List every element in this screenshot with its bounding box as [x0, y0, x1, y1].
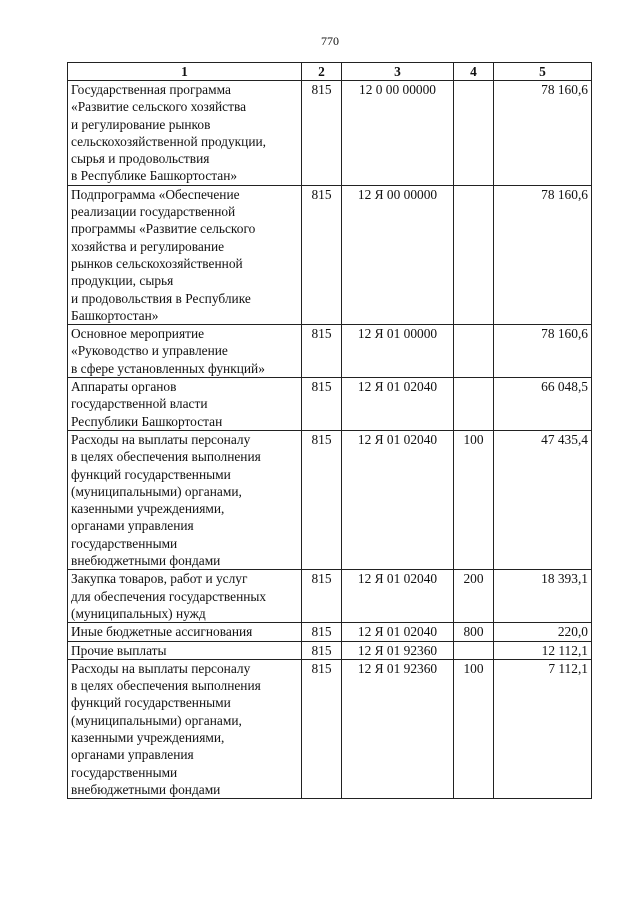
table-row — [68, 185, 592, 324]
row-expense-type: 800 — [454, 623, 494, 641]
row-amount: 78 160,6 — [494, 185, 592, 324]
header-col-4: 4 — [454, 63, 494, 81]
row-name: Иные бюджетные ассигнования — [68, 623, 302, 641]
row-amount: 47 435,4 — [494, 430, 592, 569]
row-target-code: 12 Я 01 02040 — [342, 623, 454, 641]
row-amount: 18 393,1 — [494, 570, 592, 623]
row-name: Закупка товаров, работ и услуг для обеспечения государственных (муниципальных) нужд — [68, 570, 302, 623]
table-row — [68, 325, 592, 378]
row-ministry-code: 815 — [302, 185, 342, 324]
row-expense-type — [454, 641, 494, 659]
row-amount: 78 160,6 — [494, 325, 592, 378]
table-row — [68, 570, 592, 623]
row-expense-type: 200 — [454, 570, 494, 623]
row-target-code: 12 Я 01 00000 — [342, 325, 454, 378]
header-col-1: 1 — [68, 63, 302, 81]
row-name: Расходы на выплаты персоналу в целях обеспечения выполнения функций государственными (муниципальными) органами, казенными учреждениями, органами управления государственными внебюджетными фондами — [68, 430, 302, 569]
row-target-code: 12 Я 00 00000 — [342, 185, 454, 324]
table-header-row — [68, 63, 592, 81]
table-row — [68, 659, 592, 798]
row-expense-type — [454, 81, 494, 186]
row-name: Аппараты органов государственной власти Республики Башкортостан — [68, 378, 302, 431]
header-col-2: 2 — [302, 63, 342, 81]
table-row — [68, 430, 592, 569]
row-ministry-code: 815 — [302, 659, 342, 798]
row-name: Расходы на выплаты персоналу в целях обеспечения выполнения функций государственными (муниципальными) органами, казенными учреждениями, органами управления государственными внебюджетными фондами — [68, 659, 302, 798]
row-target-code: 12 Я 01 02040 — [342, 378, 454, 431]
row-expense-type: 100 — [454, 430, 494, 569]
row-target-code: 12 0 00 00000 — [342, 81, 454, 186]
table-row — [68, 623, 592, 641]
budget-table — [67, 62, 592, 799]
row-name: Государственная программа «Развитие сельского хозяйства и регулирование рынков сельскохозяйственной продукции, сырья и продовольствия в Республике Башкортостан» — [68, 81, 302, 186]
row-target-code: 12 Я 01 02040 — [342, 570, 454, 623]
row-ministry-code: 815 — [302, 378, 342, 431]
row-ministry-code: 815 — [302, 641, 342, 659]
row-amount: 66 048,5 — [494, 378, 592, 431]
table-row — [68, 641, 592, 659]
row-ministry-code: 815 — [302, 570, 342, 623]
row-ministry-code: 815 — [302, 430, 342, 569]
row-expense-type — [454, 378, 494, 431]
row-amount: 220,0 — [494, 623, 592, 641]
row-amount: 7 112,1 — [494, 659, 592, 798]
header-col-3: 3 — [342, 63, 454, 81]
row-expense-type — [454, 185, 494, 324]
row-name: Прочие выплаты — [68, 641, 302, 659]
row-target-code: 12 Я 01 92360 — [342, 659, 454, 798]
row-ministry-code: 815 — [302, 81, 342, 186]
table-row — [68, 81, 592, 186]
row-name: Основное мероприятие «Руководство и управление в сфере установленных функций» — [68, 325, 302, 378]
row-ministry-code: 815 — [302, 325, 342, 378]
row-ministry-code: 815 — [302, 623, 342, 641]
row-expense-type: 100 — [454, 659, 494, 798]
row-target-code: 12 Я 01 02040 — [342, 430, 454, 569]
table-row — [68, 378, 592, 431]
row-amount: 12 112,1 — [494, 641, 592, 659]
page-number: 770 — [321, 34, 339, 48]
row-amount: 78 160,6 — [494, 81, 592, 186]
row-name: Подпрограмма «Обеспечение реализации государственной программы «Развитие сельского хозяйства и регулирование рынков сельскохозяйственной продукции, сырья и продовольствия в Республике Башкортостан» — [68, 185, 302, 324]
header-col-5: 5 — [494, 63, 592, 81]
row-target-code: 12 Я 01 92360 — [342, 641, 454, 659]
row-expense-type — [454, 325, 494, 378]
